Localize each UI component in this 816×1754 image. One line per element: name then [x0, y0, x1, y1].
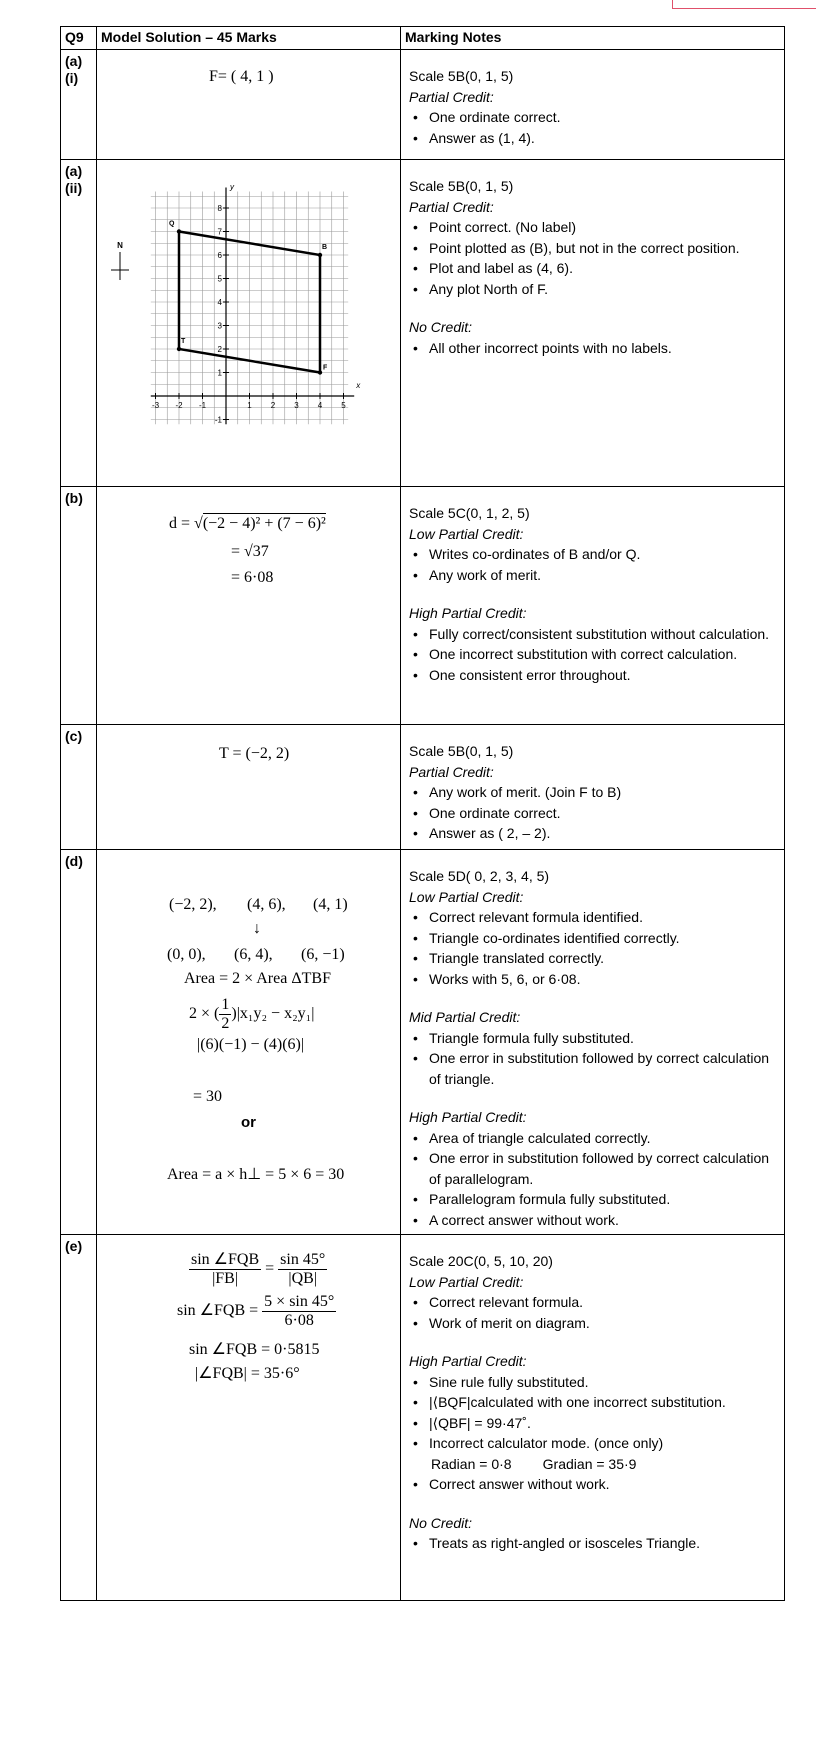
question-header: Q9 [61, 27, 97, 50]
tick-labels [152, 204, 346, 425]
label-e: (e) [61, 1235, 97, 1601]
north-label: N [117, 241, 123, 250]
list-item: • Area of triangle calculated correctly. [409, 1128, 776, 1149]
distance-value: = 6·08 [231, 569, 274, 586]
row-d [61, 850, 785, 1235]
point-label-F: F [323, 364, 328, 372]
label-c: (c) [61, 725, 97, 850]
solution-header: Model Solution – 45 Marks [97, 27, 401, 50]
point-F [318, 370, 322, 374]
list-item: • One ordinate correct. [409, 107, 776, 128]
coord-r1: (4, 1) [313, 896, 348, 913]
distance-formula: d = √(−2 − 4)² + (7 − 6)² [169, 515, 326, 532]
distance-root: = √37 [231, 543, 269, 560]
row-a-ii [61, 160, 785, 487]
label-b: (b) [61, 487, 97, 725]
list-item: • Fully correct/consistent substitution without calculation. [409, 624, 776, 645]
point-label-Q: Q [169, 220, 175, 228]
list-item: • Treats as right-angled or isosceles Triangle. [409, 1533, 776, 1554]
list-item: • Correct relevant formula. [409, 1292, 776, 1313]
list-item: • Answer as ( 2, – 2). [409, 823, 776, 844]
coord-r1: (−2, 2), [169, 896, 217, 913]
sine-rule: $\frac{\text{sin ∠FQB}}{|FB|}$ = $\frac{\sin 45^\circ}{|QB|}$ [191, 1251, 326, 1287]
point-label-B: B [322, 244, 328, 251]
partial-credit-heading: Partial Credit: [409, 88, 494, 105]
list-item: • Point correct. (No label) [409, 217, 776, 238]
list-item: • Sine rule fully substituted. [409, 1372, 776, 1393]
list-item: • One error in substitution followed by correct calculation of triangle. [409, 1048, 776, 1089]
y-tick-label: 8 [217, 204, 222, 213]
x-tick-label: 1 [247, 401, 252, 410]
solution-b [97, 487, 401, 725]
coordinate-graph [97, 160, 401, 480]
y-tick-label: -1 [214, 415, 222, 425]
solution-a-ii [97, 160, 401, 487]
label-a-ii: (a) (ii) [61, 160, 97, 487]
point-Q [177, 229, 181, 233]
list-item: • A correct answer without work. [409, 1210, 776, 1231]
result: = 30 [193, 1088, 223, 1105]
axes [151, 183, 361, 425]
low-partial-heading: Low Partial Credit: [409, 1273, 524, 1290]
list-item: • Plot and label as (4, 6). [409, 258, 776, 279]
list-item: • Answer as (1, 4). [409, 128, 776, 149]
list-item: • Triangle translated correctly. [409, 948, 776, 969]
y-tick-label: 5 [217, 274, 222, 284]
label-d: (d) [61, 850, 97, 1235]
high-partial-heading: High Partial Credit: [409, 605, 527, 621]
coord-r1: (4, 6), [247, 896, 286, 913]
y-tick-label: 3 [217, 321, 222, 331]
coord-r2: (6, −1) [301, 946, 345, 963]
scale-text: Scale 5B(0, 1, 5) [409, 178, 514, 194]
y-tick-label: 6 [217, 251, 222, 260]
no-credit-heading: No Credit: [409, 319, 473, 335]
list-item: • Any work of merit. [409, 565, 776, 586]
list-item: • Incorrect calculator mode. (once only) [409, 1433, 776, 1454]
notes-b [401, 487, 785, 725]
scale-text: Scale 5B(0, 1, 5) [409, 743, 514, 759]
list-item: • Triangle co-ordinates identified correctly. [409, 928, 776, 949]
x-tick-label: -2 [175, 401, 183, 410]
high-partial-heading: High Partial Credit: [409, 1353, 527, 1369]
row-b [61, 487, 785, 725]
y-axis-label: y [230, 182, 234, 192]
list-item: • One ordinate correct. [409, 803, 776, 824]
notes-a-ii [401, 160, 785, 487]
notes-header: Marking Notes [401, 27, 785, 50]
y-tick-label: 4 [217, 298, 222, 307]
y-tick-label: 7 [217, 227, 222, 237]
substitution: |(6)(−1) − (4)(6)| [197, 1036, 305, 1053]
solution-c [97, 725, 401, 850]
scale-text: Scale 5D( 0, 2, 3, 4, 5) [409, 868, 550, 884]
x-tick-label: 5 [341, 401, 346, 410]
list-item: • |⟨QBF| = 99·47˚. [409, 1413, 776, 1434]
coord-r2: (6, 4), [234, 946, 273, 963]
solution-a-i [97, 50, 401, 160]
area-statement: Area = 2 × Area ΔTBF [184, 970, 331, 987]
list-item: • Correct relevant formula identified. [409, 907, 776, 928]
x-tick-label: 3 [294, 401, 299, 410]
calc-mode-values: Radian = 0·8 Gradian = 35·9 [431, 1455, 637, 1472]
list-item: • One error in substitution followed by correct calculation of parallelogram. [409, 1148, 776, 1189]
sine-substitution: sin ∠FQB = $\frac{5 \times \sin 45^\circ}{6\cdot 08}$ [177, 1293, 335, 1329]
solution-e [97, 1235, 401, 1601]
or-label: or [241, 1114, 256, 1131]
coord-r2: (0, 0), [167, 946, 206, 963]
list-item: • Triangle formula fully substituted. [409, 1028, 776, 1049]
y-tick-label: 1 [217, 368, 222, 378]
list-item: • Work of merit on diagram. [409, 1313, 776, 1334]
sine-value: sin ∠FQB = 0·5815 [189, 1341, 320, 1358]
page-corner-box [672, 0, 816, 9]
notes-d [401, 850, 785, 1235]
list-item: • One consistent error throughout. [409, 665, 776, 686]
list-item: • Works with 5, 6, or 6·08. [409, 969, 776, 990]
list-item: • Any plot North of F. [409, 279, 776, 300]
point-B [318, 253, 322, 257]
triangle-formula: 2 × ( $\frac{1}{2}$ )|x₁y₂ − x₂y₁| [189, 996, 315, 1032]
row-e [61, 1235, 785, 1601]
answer-f: F= ( 4, 1 ) [209, 68, 274, 85]
notes-a-i [401, 50, 785, 160]
solution-d [97, 850, 401, 1235]
list-item: • Writes co-ordinates of B and/or Q. [409, 544, 776, 565]
grid [151, 192, 348, 425]
north-arrow [111, 241, 129, 280]
list-item: • Correct answer without work. [409, 1474, 776, 1495]
no-credit-heading: No Credit: [409, 1514, 473, 1531]
list-item: • Parallelogram formula fully substituted. [409, 1189, 776, 1210]
notes-c [401, 725, 785, 850]
angle-result: |∠FQB| = 35·6° [195, 1365, 300, 1382]
list-item: • |⟨BQF|calculated with one incorrect substitution. [409, 1392, 776, 1413]
list-item: • One incorrect substitution with correct calculation. [409, 644, 776, 665]
notes-e [401, 1235, 785, 1601]
list-item: • All other incorrect points with no labels. [409, 338, 776, 359]
scale-text: Scale 5C(0, 1, 2, 5) [409, 505, 530, 521]
row-a-i [61, 50, 785, 160]
header-row [61, 27, 785, 50]
scale-text: Scale 5B(0, 1, 5) [409, 68, 514, 84]
point-label-T: T [181, 338, 186, 345]
partial-credit-heading: Partial Credit: [409, 198, 494, 215]
answer-t: T = (−2, 2) [219, 745, 290, 762]
translation-arrow: ↓ [253, 920, 261, 937]
x-tick-label: 2 [270, 401, 276, 410]
alt-area: Area = a × h⊥ = 5 × 6 = 30 [167, 1166, 345, 1183]
row-c [61, 725, 785, 850]
low-partial-heading: Low Partial Credit: [409, 525, 524, 542]
high-partial-heading: High Partial Credit: [409, 1109, 527, 1125]
label-a-i: (a) (i) [61, 50, 97, 160]
y-tick-label: 2 [217, 345, 222, 354]
x-tick-label: -1 [198, 401, 207, 410]
x-tick-label: -3 [151, 401, 160, 410]
marking-scheme-table [60, 26, 785, 1601]
x-axis-label: x [356, 381, 361, 390]
point-T [177, 347, 181, 351]
partial-credit-heading: Partial Credit: [409, 763, 494, 780]
x-tick-label: 4 [317, 401, 323, 410]
scale-text: Scale 20C(0, 5, 10, 20) [409, 1253, 553, 1269]
list-item: • Point plotted as (B), but not in the correct position. [409, 238, 776, 259]
mid-partial-heading: Mid Partial Credit: [409, 1009, 521, 1025]
low-partial-heading: Low Partial Credit: [409, 888, 524, 905]
list-item: • Any work of merit. (Join F to B) [409, 782, 776, 803]
